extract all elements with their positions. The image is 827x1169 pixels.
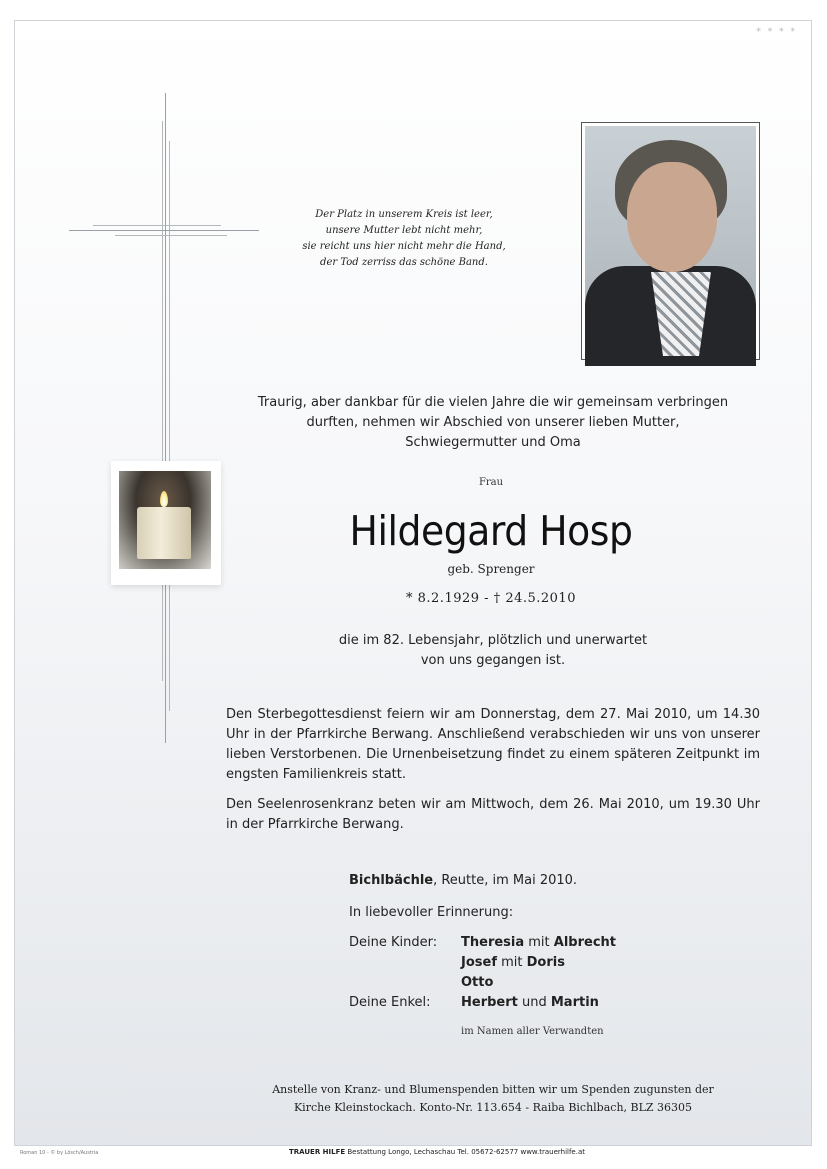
portrait-face: [627, 162, 717, 272]
age-line: die im 82. Lebensjahr, plötzlich und unerwartet: [338, 633, 648, 648]
undertaker-brand: TRAUER HILFE: [288, 1148, 346, 1156]
cross-vertical-line: [162, 121, 163, 681]
deceased-name: Hildegard Hosp: [349, 507, 633, 555]
connector: mit: [496, 955, 527, 970]
grandchildren-label: Deine Enkel:: [349, 995, 431, 1010]
rosary-paragraph: Den Seelenrosenkranz beten wir am Mittwoch, dem 26. Mai 2010, um 19.30 Uhr in der Pfarrkirche Berwang.: [226, 797, 760, 832]
candle-photo: [119, 471, 211, 569]
child-name: Otto: [461, 975, 494, 990]
candle-flame-icon: [160, 491, 168, 507]
child-entry: [461, 935, 616, 950]
place-date: [349, 873, 577, 888]
child-name: Theresia: [461, 935, 525, 950]
portrait-image: [585, 126, 756, 356]
relatives-note: im Namen aller Verwandten: [461, 1026, 604, 1037]
poem: [265, 207, 543, 271]
donation-line: Kirche Kleinstockach. Konto-Nr. 113.654 - Raiba Bichlbach, BLZ 36305: [293, 1101, 693, 1114]
children-label: Deine Kinder:: [349, 935, 438, 950]
donation-line: Anstelle von Kranz- und Blumenspenden bitten wir um Spenden zugunsten der: [272, 1083, 714, 1096]
undertaker-details: Bestattung Longo, Lechaschau Tel. 05672-62577 www.trauerhilfe.at: [345, 1148, 585, 1156]
connector: mit: [524, 935, 554, 950]
cross-horizontal-line: [69, 230, 259, 231]
child-entry: [461, 975, 493, 990]
cross-vertical-line: [169, 141, 170, 711]
cross-horizontal-line: [115, 235, 227, 236]
candle-icon: [137, 507, 191, 559]
poem-line: Der Platz in unserem Kreis ist leer,: [315, 209, 493, 220]
intro-text: [227, 393, 759, 453]
salutation: Frau: [478, 477, 504, 488]
undertaker-footer: [227, 1148, 647, 1156]
place-rest: , Reutte, im Mai 2010.: [433, 873, 578, 888]
cross-vertical-line: [165, 93, 166, 743]
intro-line: Traurig, aber dankbar für die vielen Jahre die wir gemeinsam verbringen: [257, 395, 729, 410]
grandchildren-entry: [461, 995, 599, 1010]
top-mark: * * * *: [756, 27, 797, 37]
age-text: [285, 631, 701, 671]
partner-name: Albrecht: [553, 935, 617, 950]
template-code: Roman 10 - © by Lösch/Austria: [20, 1150, 99, 1156]
place-name: Bichlbächle: [349, 873, 434, 888]
poem-line: der Tod zerriss das schöne Band.: [320, 257, 488, 268]
grandchild-name: Herbert: [461, 995, 518, 1010]
memory-line: In liebevoller Erinnerung:: [349, 905, 514, 920]
intro-line: Schwiegermutter und Oma: [405, 435, 581, 450]
intro-line: durften, nehmen wir Abschied von unserer lieben Mutter,: [306, 415, 680, 430]
connector: und: [517, 995, 551, 1010]
child-name: Josef: [461, 955, 497, 970]
candle-photo-frame: [111, 461, 221, 585]
partner-name: Doris: [526, 955, 565, 970]
portrait-photo: [581, 122, 760, 360]
child-entry: [461, 955, 565, 970]
age-line: von uns gegangen ist.: [420, 653, 566, 668]
service-paragraph: Den Sterbegottesdienst feiern wir am Donnerstag, dem 27. Mai 2010, um 14.30 Uhr in der Pfarrkirche Berwang. Anschließend verabschieden wir uns von unserer lieben Verstorbenen. Die Urnenbeisetzung findet zu einem späteren Zeitpunkt im engsten Familienkreis statt.: [226, 707, 760, 782]
poem-line: sie reicht uns hier nicht mehr die Hand,: [302, 241, 506, 252]
cross-horizontal-line: [93, 225, 221, 226]
poem-line: unsere Mutter lebt nicht mehr,: [325, 225, 483, 236]
grandchild-name: Martin: [550, 995, 599, 1010]
life-dates: * 8.2.1929 - † 24.5.2010: [406, 591, 576, 606]
birth-name: geb. Sprenger: [447, 562, 535, 576]
donation-note: [235, 1081, 751, 1117]
